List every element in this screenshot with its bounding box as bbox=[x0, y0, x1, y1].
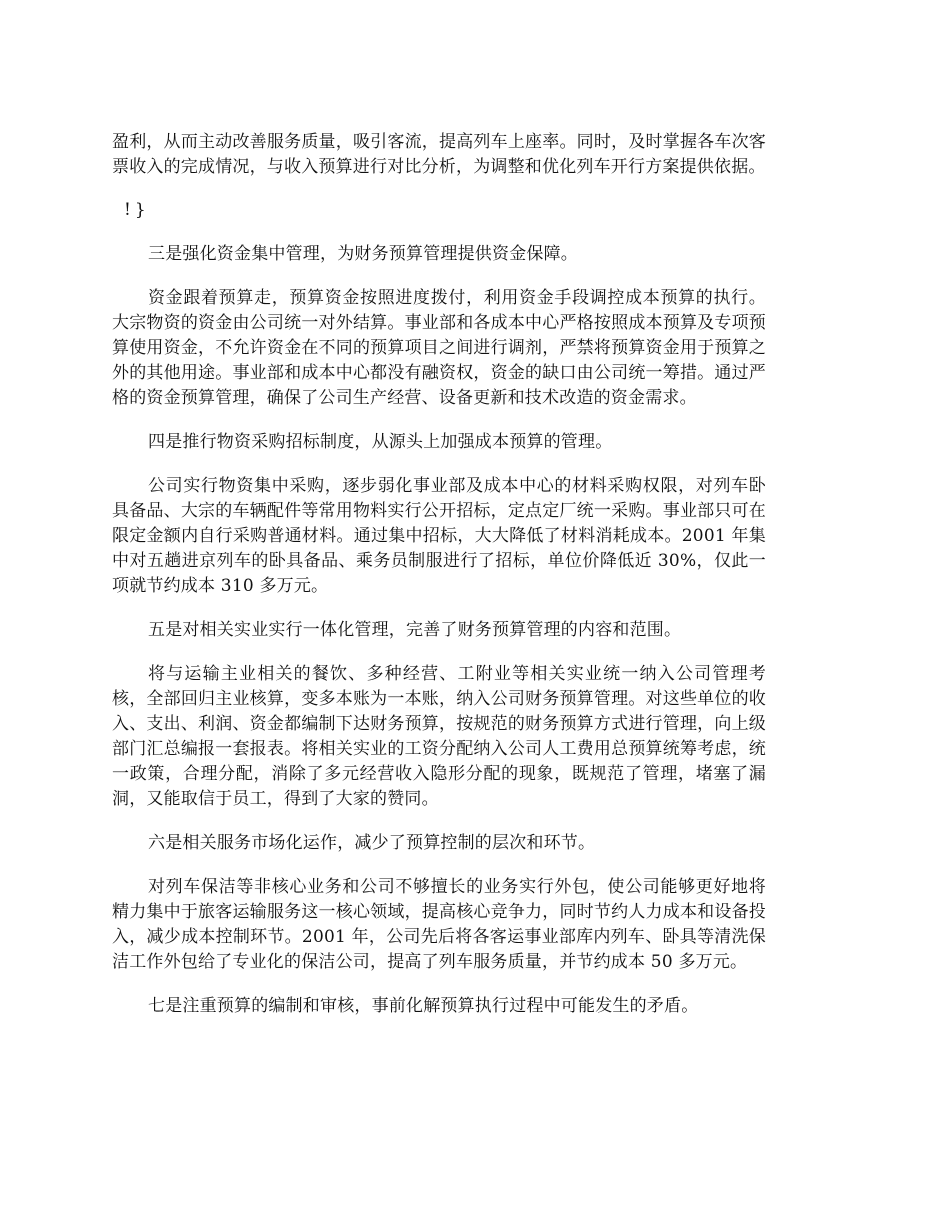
paragraph-outsourcing: 对列车保洁等非核心业务和公司不够擅长的业务实行外包，使公司能够更好地将精力集中于旅客运输服务这一核心领域，提高核心竞争力，同时节约人力成本和设备投入，减少成本控制环节。2001 年，公司先后将各客运事业部库内列车、卧具等清洗保洁工作外包给了专业化的保洁公司，提高了列车服务质量，并节约成本 50 多万元。 bbox=[112, 877, 766, 972]
section-heading-5: 五是对相关实业实行一体化管理，完善了财务预算管理的内容和范围。 bbox=[148, 620, 682, 640]
paragraph-intro-continuation: 盈利，从而主动改善服务质量，吸引客流，提高列车上座率。同时，及时掌握各车次客票收入的完成情况，与收入预算进行对比分析，为调整和优化列车开行方案提供依据。 bbox=[112, 132, 766, 177]
paragraph-funds-management: 资金跟着预算走，预算资金按照进度拨付，利用资金手段调控成本预算的执行。大宗物资的资金由公司统一对外结算。事业部和各成本中心严格按照成本预算及专项预算使用资金，不允许资金在不同的预算项目之间进行调剂，严禁将预算资金用于预算之外的其他用途。事业部和成本中心都没有融资权，资金的缺口由公司统一筹措。通过严格的资金预算管理，确保了公司生产经营、设备更新和技术改造的资金需求。 bbox=[112, 288, 766, 408]
paragraph-procurement: 公司实行物资集中采购，逐步弱化事业部及成本中心的材料采购权限，对列车卧具备品、大宗的车辆配件等常用物料实行公开招标，定点定厂统一采购。事业部只可在限定金额内自行采购普通材料。通过集中招标，大大降低了材料消耗成本。2001 年集中对五趟进京列车的卧具备品、乘务员制服进行了招标，单位价降低近 30%，仅此一项就节约成本 310 多万元。 bbox=[112, 476, 766, 596]
stray-mark: !} bbox=[124, 200, 150, 220]
section-heading-7: 七是注重预算的编制和审核，事前化解预算执行过程中可能发生的矛盾。 bbox=[148, 996, 699, 1016]
section-heading-3: 三是强化资金集中管理，为财务预算管理提供资金保障。 bbox=[148, 244, 578, 264]
paragraph-integrated-management: 将与运输主业相关的餐饮、多种经营、工附业等相关实业统一纳入公司管理考核，全部回归主业核算，变多本账为一本账，纳入公司财务预算管理。对这些单位的收入、支出、利润、资金都编制下达财务预算，按规范的财务预算方式进行管理，向上级部门汇总编报一套报表。将相关实业的工资分配纳入公司人工费用总预算统筹考虑，统一政策，合理分配，消除了多元经营收入隐形分配的现象，既规范了管理，堵塞了漏洞，又能取信于员工，得到了大家的赞同。 bbox=[112, 664, 766, 809]
section-heading-4: 四是推行物资采购招标制度，从源头上加强成本预算的管理。 bbox=[148, 432, 613, 452]
document-page bbox=[112, 130, 766, 1038]
section-heading-6: 六是相关服务市场化运作，减少了预算控制的层次和环节。 bbox=[148, 833, 596, 853]
